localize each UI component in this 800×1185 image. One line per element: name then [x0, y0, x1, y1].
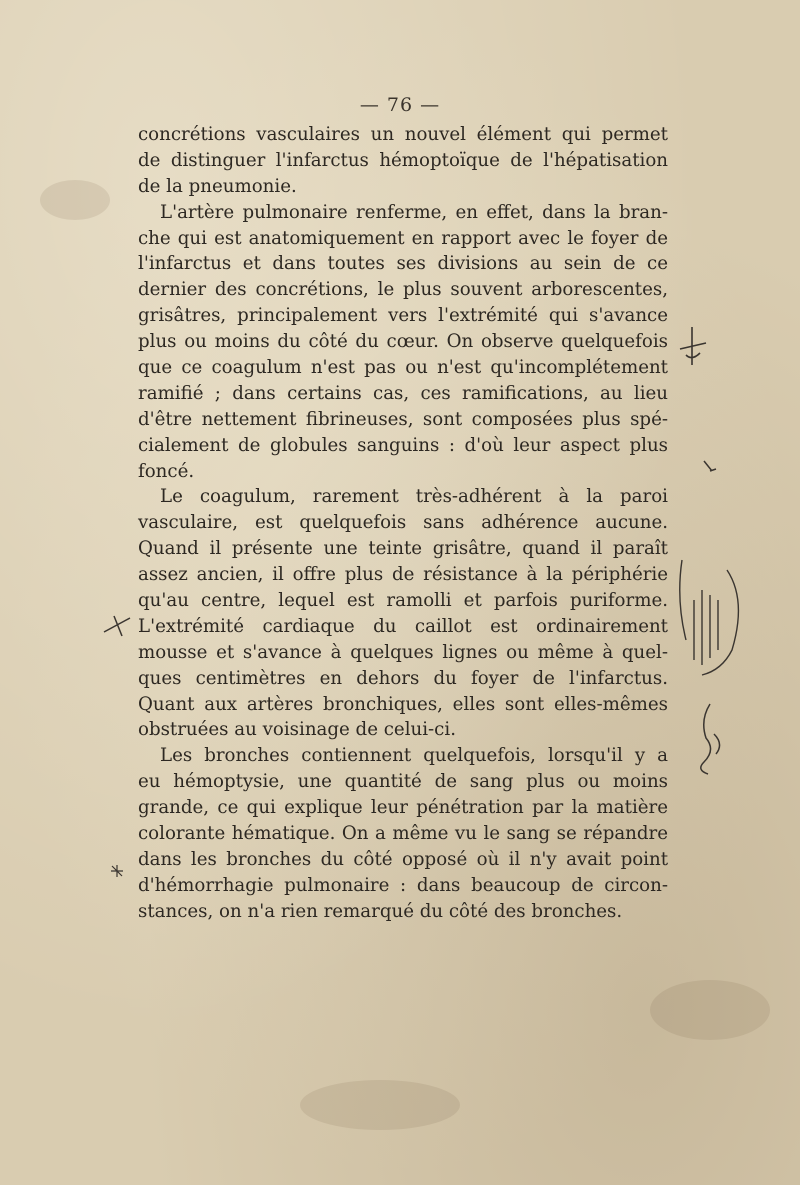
text-line: obstruées au voisinage de celui-ci.: [138, 719, 456, 741]
text-line: grisâtres, principalement vers l'extrémité qui s'avance: [138, 305, 668, 327]
page-number: — 76 —: [359, 94, 441, 116]
text-line: Le coagulum, rarement très-adhérent à la paroi: [160, 486, 668, 508]
margin-cross-mark-icon: [672, 325, 712, 370]
margin-bracket-sketch-icon: [672, 540, 762, 690]
text-line: Les bronches contiennent quelquefois, lorsqu'il y a: [160, 745, 668, 767]
text-line: dernier des concrétions, le plus souvent arborescentes,: [138, 279, 668, 301]
text-line: cialement de globules sanguins : d'où leur aspect plus: [138, 434, 668, 456]
margin-squiggle-icon: [690, 700, 730, 780]
text-line: L'artère pulmonaire renferme, en effet, dans la bran-: [160, 201, 668, 223]
body-text: [138, 122, 668, 925]
text-line: vasculaire, est quelquefois sans adhérence aucune.: [138, 512, 668, 534]
text-line: grande, ce qui explique leur pénétration par la matière: [138, 797, 668, 819]
text-line: que ce coagulum n'est pas ou n'est qu'incomplétement: [138, 357, 668, 379]
margin-tick-mark-icon: [700, 455, 720, 480]
paragraph-4: [138, 743, 668, 924]
paragraph-3: [138, 484, 668, 743]
text-line: de distinguer l'infarctus hémoptoïque de l'hépatisation: [138, 149, 668, 171]
text-line: ques centimètres en dehors du foyer de l'infarctus.: [138, 667, 668, 689]
text-line: L'extrémité cardiaque du caillot est ordinairement: [138, 615, 668, 637]
text-line: stances, on n'a rien remarqué du côté des bronches.: [138, 900, 623, 922]
paragraph-2: [138, 200, 668, 485]
text-line: d'être nettement fibrineuses, sont composées plus spé-: [138, 408, 668, 430]
text-line: concrétions vasculaires un nouvel élément qui permet: [138, 124, 668, 145]
margin-left-star-icon: [108, 862, 126, 880]
text-line: foncé.: [138, 460, 195, 482]
text-line: de la pneumonie.: [138, 175, 297, 197]
text-line: colorante hématique. On a même vu le sang se répandre: [138, 823, 668, 845]
text-line: assez ancien, il offre plus de résistance à la périphérie: [138, 564, 668, 586]
text-line: l'infarctus et dans toutes ses divisions au sein de ce: [138, 253, 668, 275]
text-line: eu hémoptysie, une quantité de sang plus ou moins: [138, 771, 668, 793]
paragraph-1: [138, 122, 668, 200]
text-line: plus ou moins du côté du cœur. On observe quelquefois: [138, 331, 668, 353]
text-line: Quand il présente une teinte grisâtre, quand il paraît: [138, 538, 668, 560]
text-line: d'hémorrhagie pulmonaire : dans beaucoup de circon-: [138, 874, 668, 896]
text-line: Quant aux artères bronchiques, elles sont elles-mêmes: [138, 693, 668, 715]
text-line: dans les bronches du côté opposé où il n'y avait point: [138, 848, 668, 870]
text-line: qu'au centre, lequel est ramolli et parfois puriforme.: [138, 590, 668, 612]
text-line: ramifié ; dans certains cas, ces ramifications, au lieu: [138, 382, 668, 404]
text-line: mousse et s'avance à quelques lignes ou même à quel-: [138, 641, 668, 663]
margin-left-cross-icon: [100, 610, 136, 640]
text-line: che qui est anatomiquement en rapport avec le foyer de: [138, 227, 668, 249]
